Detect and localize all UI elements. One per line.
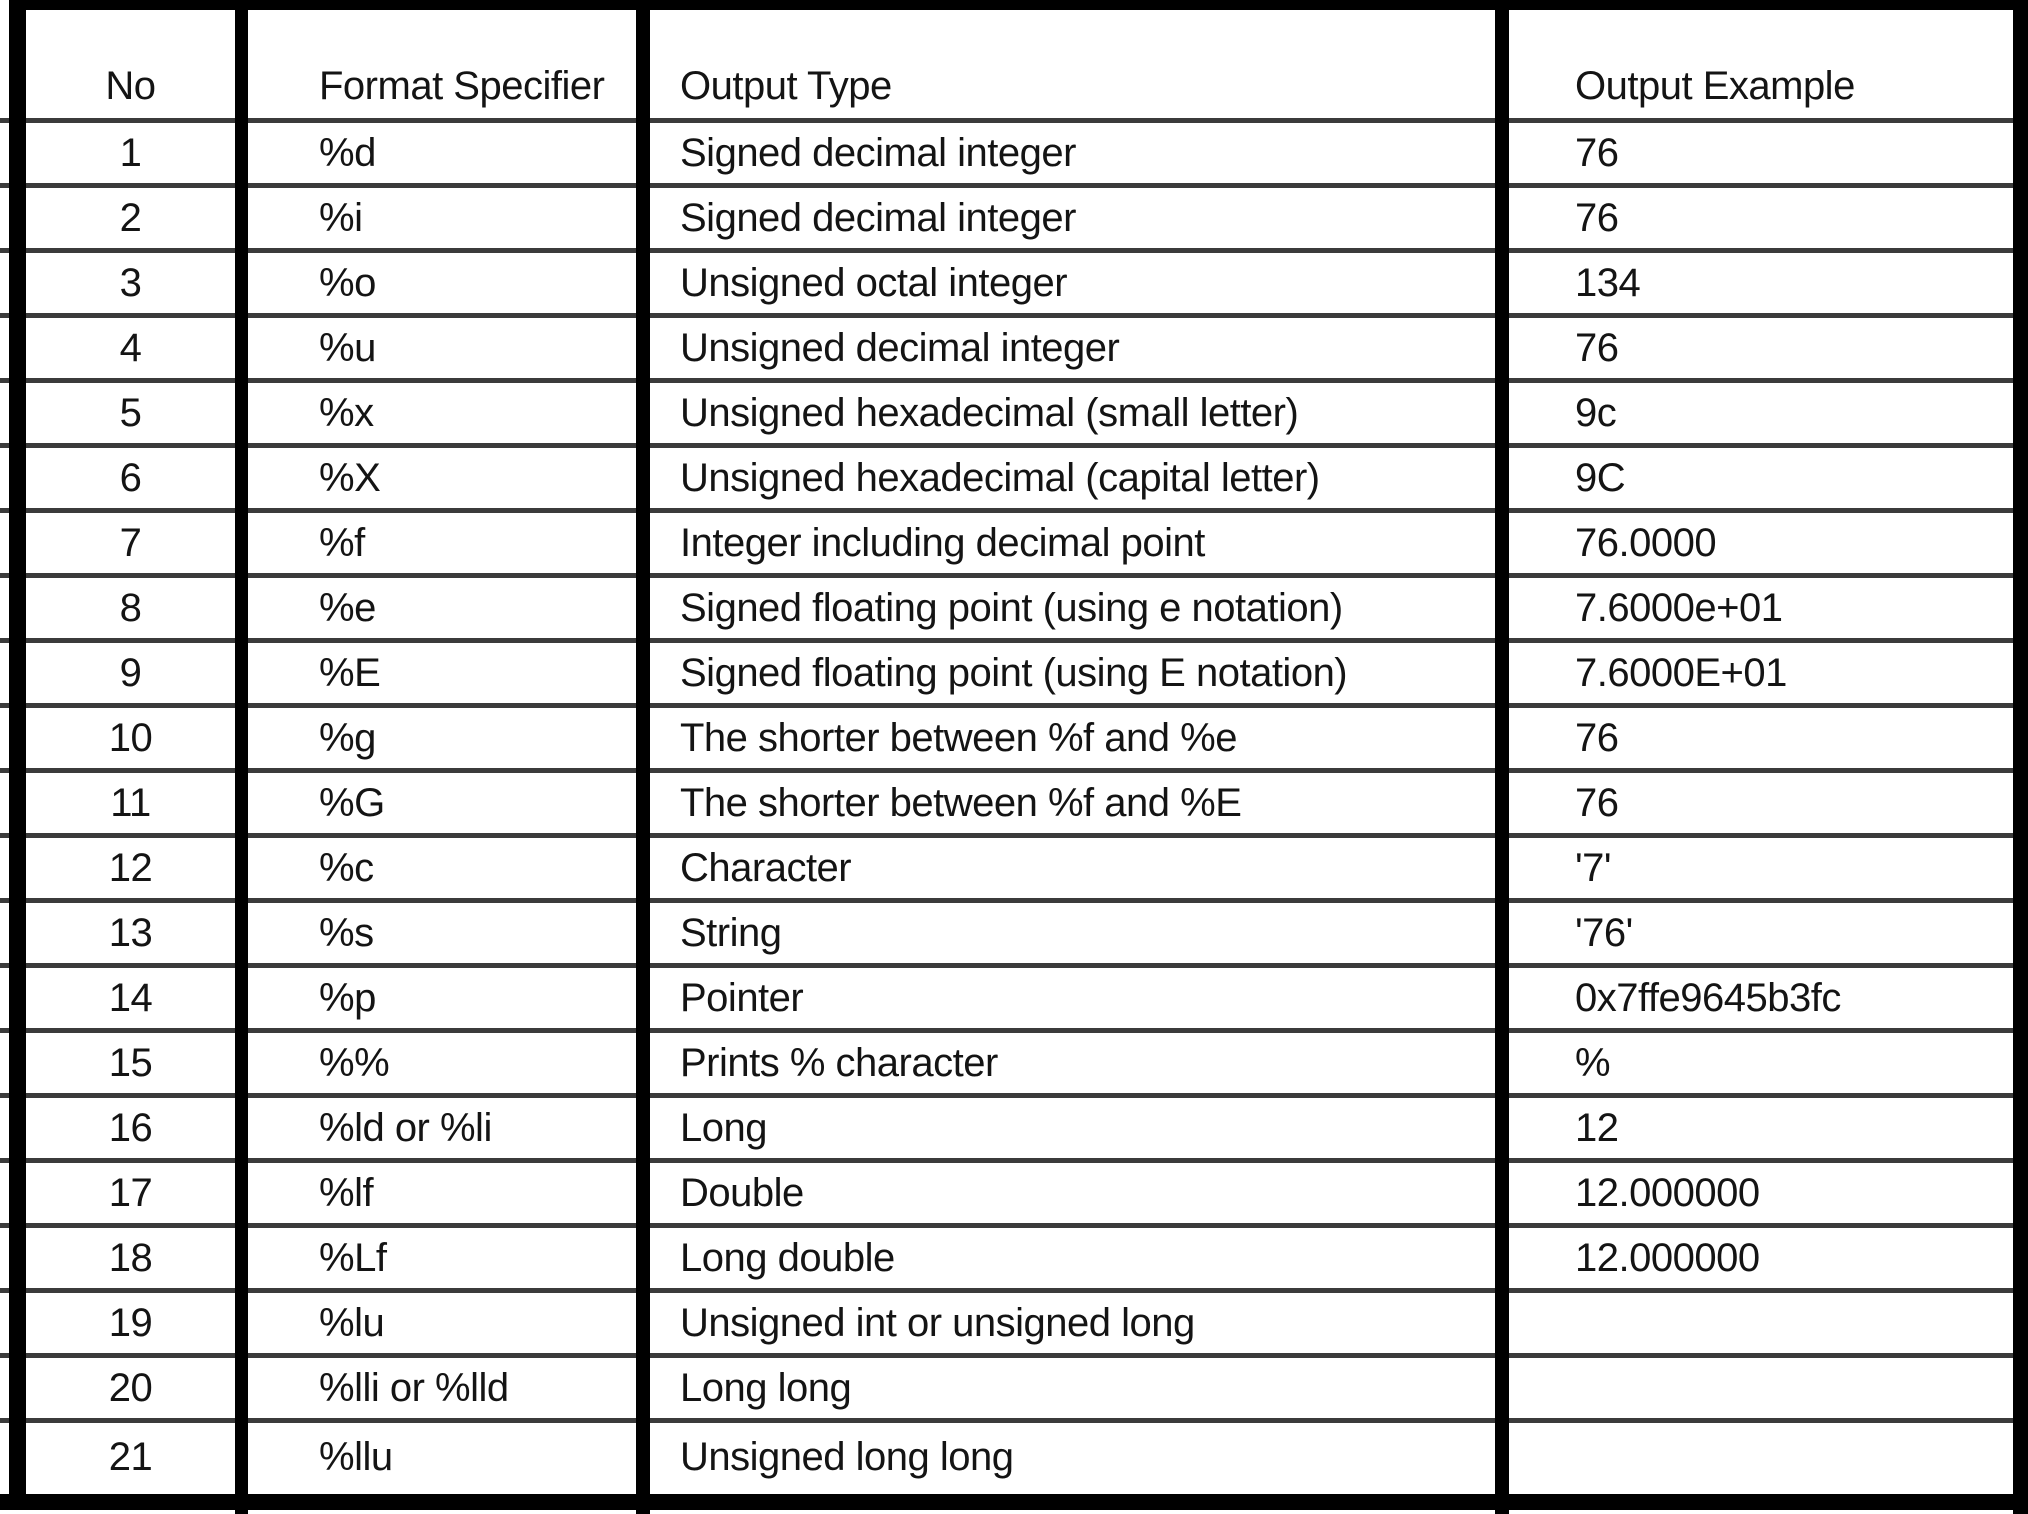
cell-no: 19	[108, 1301, 153, 1345]
cell-output-example	[1509, 1358, 2013, 1418]
cell-output-example: 9c	[1575, 391, 1617, 435]
cell-format-specifier: %X	[319, 456, 381, 500]
cell-output-type: Character	[680, 846, 852, 890]
cell-format-specifier: %lli or %lld	[319, 1366, 509, 1410]
cell-output-type: Unsigned long long	[680, 1435, 1014, 1479]
cell-no: 10	[108, 716, 153, 760]
cell-output-type: Unsigned hexadecimal (capital letter)	[680, 456, 1320, 500]
cell-output-example: 7.6000e+01	[1575, 586, 1783, 630]
table-row	[0, 313, 2028, 378]
table-row	[0, 573, 2028, 638]
cell-output-example: 76	[1575, 196, 1619, 240]
cell-no: 16	[108, 1106, 153, 1150]
table-header-row	[0, 10, 2028, 118]
table-row	[0, 248, 2028, 313]
cell-output-type: The shorter between %f and %E	[680, 781, 1242, 825]
cell-no: 11	[110, 781, 151, 825]
table-row	[0, 703, 2028, 768]
column-separator-specifier	[636, 10, 650, 1514]
cell-output-type: Long	[680, 1106, 767, 1150]
cell-format-specifier: %c	[319, 846, 374, 890]
table-row	[0, 118, 2028, 183]
cell-output-example: %	[1575, 1041, 1611, 1085]
cell-no: 2	[119, 196, 142, 240]
column-header-no: No	[105, 64, 156, 108]
cell-output-example: 9C	[1575, 456, 1626, 500]
cell-format-specifier: %i	[319, 196, 363, 240]
table-row	[0, 1418, 2028, 1494]
cell-format-specifier: %f	[319, 521, 365, 565]
cell-output-example: 12.000000	[1575, 1236, 1760, 1280]
cell-output-type: Unsigned decimal integer	[680, 326, 1120, 370]
cell-format-specifier: %E	[319, 651, 381, 695]
cell-output-example: 76	[1575, 131, 1619, 175]
cell-output-type: Signed decimal integer	[680, 131, 1076, 175]
cell-output-example: 76	[1575, 716, 1619, 760]
column-separator-output-type	[1495, 10, 1509, 1514]
cell-format-specifier: %ld or %li	[319, 1106, 492, 1150]
cell-output-type: Unsigned hexadecimal (small letter)	[680, 391, 1299, 435]
cell-output-type: The shorter between %f and %e	[680, 716, 1237, 760]
cell-output-type: String	[680, 911, 782, 955]
cell-output-example: '7'	[1575, 846, 1612, 890]
cell-format-specifier: %e	[319, 586, 376, 630]
cell-format-specifier: %d	[319, 131, 376, 175]
cell-output-example: 0x7ffe9645b3fc	[1575, 976, 1841, 1020]
cell-no: 7	[119, 521, 142, 565]
table-left-border	[9, 0, 26, 1510]
cell-output-type: Pointer	[680, 976, 804, 1020]
cell-format-specifier: %llu	[319, 1435, 393, 1479]
cell-output-example: 12	[1575, 1106, 1619, 1150]
cell-no: 8	[119, 586, 142, 630]
cell-no: 14	[108, 976, 153, 1020]
cell-format-specifier: %s	[319, 911, 374, 955]
cell-format-specifier: %%	[319, 1041, 390, 1085]
column-header-output-example: Output Example	[1575, 64, 1855, 108]
table-row	[0, 1223, 2028, 1288]
cell-format-specifier: %lu	[319, 1301, 385, 1345]
cell-format-specifier: %lf	[319, 1171, 374, 1215]
cell-format-specifier: %Lf	[319, 1236, 387, 1280]
cell-output-example: 12.000000	[1575, 1171, 1760, 1215]
cell-output-type: Unsigned int or unsigned long	[680, 1301, 1195, 1345]
cell-output-type: Signed floating point (using e notation)	[680, 586, 1343, 630]
cell-format-specifier: %G	[319, 781, 385, 825]
cell-output-type: Double	[680, 1171, 804, 1215]
cell-output-example: 76.0000	[1575, 521, 1717, 565]
cell-no: 4	[119, 326, 142, 370]
table-row	[0, 1353, 2028, 1418]
table-top-border	[9, 0, 2028, 10]
cell-format-specifier: %o	[319, 261, 376, 305]
cell-no: 21	[108, 1435, 153, 1479]
table-row	[0, 508, 2028, 573]
table-row	[0, 768, 2028, 833]
cell-output-type: Long long	[680, 1366, 852, 1410]
table-row	[0, 1288, 2028, 1353]
table-row	[0, 378, 2028, 443]
cell-format-specifier: %x	[319, 391, 374, 435]
cell-output-example: 7.6000E+01	[1575, 651, 1787, 695]
column-separator-no	[235, 10, 248, 1514]
cell-output-example	[1509, 1293, 2013, 1353]
cell-output-type: Signed floating point (using E notation)	[680, 651, 1348, 695]
cell-output-example: 76	[1575, 781, 1619, 825]
table-row	[0, 1093, 2028, 1158]
column-header-output-type: Output Type	[680, 64, 892, 108]
cell-no: 20	[108, 1366, 153, 1410]
column-header-format-specifier: Format Specifier	[319, 64, 605, 108]
cell-no: 6	[119, 456, 142, 500]
table-row	[0, 183, 2028, 248]
cell-no: 15	[108, 1041, 153, 1085]
cell-output-type: Signed decimal integer	[680, 196, 1076, 240]
table-row	[0, 1028, 2028, 1093]
cell-no: 18	[108, 1236, 153, 1280]
table-row	[0, 963, 2028, 1028]
table-right-border	[2013, 0, 2028, 1514]
table-row	[0, 638, 2028, 703]
table-row	[0, 1158, 2028, 1223]
cell-no: 12	[108, 846, 153, 890]
cell-output-type: Integer including decimal point	[680, 521, 1205, 565]
cell-no: 1	[119, 131, 142, 175]
table-row	[0, 833, 2028, 898]
cell-no: 3	[119, 261, 142, 305]
table-body	[0, 118, 2028, 1494]
cell-output-type: Prints % character	[680, 1041, 998, 1085]
cell-output-example: '76'	[1575, 911, 1633, 955]
cell-no: 9	[119, 651, 142, 695]
cell-no: 5	[119, 391, 142, 435]
cell-format-specifier: %p	[319, 976, 376, 1020]
cell-output-example: 76	[1575, 326, 1619, 370]
cell-format-specifier: %u	[319, 326, 376, 370]
table-row	[0, 443, 2028, 508]
table-row	[0, 898, 2028, 963]
cell-output-example: 134	[1575, 261, 1641, 305]
cell-output-example	[1509, 1423, 2013, 1494]
cell-output-type: Unsigned octal integer	[680, 261, 1068, 305]
cell-format-specifier: %g	[319, 716, 376, 760]
cell-no: 17	[108, 1171, 153, 1215]
table-bottom-border	[0, 1494, 2028, 1510]
cell-output-type: Long double	[680, 1236, 895, 1280]
cell-no: 13	[108, 911, 153, 955]
